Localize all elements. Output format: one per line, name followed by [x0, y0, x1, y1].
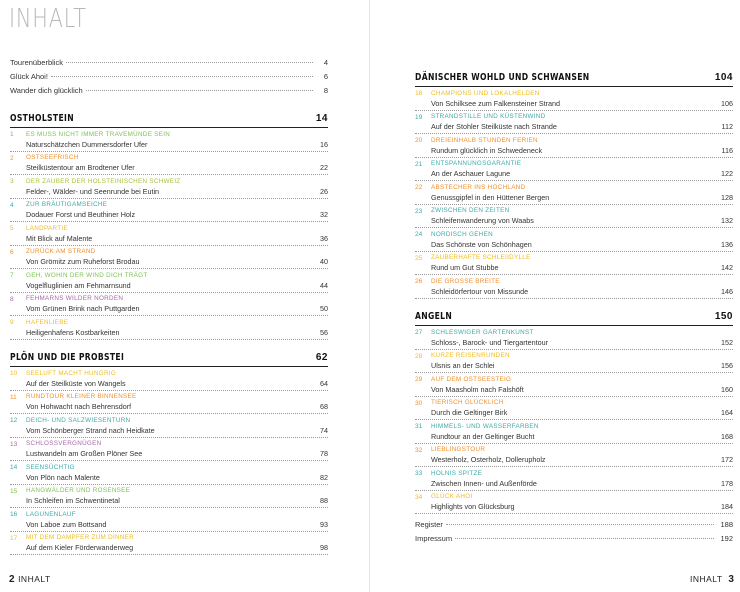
leader-dots	[51, 76, 313, 77]
tour-headline: ZWISCHEN DEN ZEITEN	[431, 207, 510, 214]
tour-subtitle: In Schleifen im Schwentinetal	[26, 496, 120, 505]
tour-page: 74	[320, 425, 328, 435]
tour-page: 64	[320, 378, 328, 388]
tour-page: 116	[721, 145, 733, 155]
tour-headline: ZURÜCK AM STRAND	[26, 248, 96, 255]
toc-entry[interactable]	[10, 152, 328, 176]
tour-page: 98	[320, 543, 328, 552]
tour-headline: CHAMPIONS UND LOKALHELDEN	[431, 89, 540, 97]
section-title: OSTHOLSTEIN	[10, 113, 74, 124]
tour-page: 68	[320, 402, 328, 411]
tour-page: 82	[320, 472, 328, 482]
tour-page: 128	[721, 192, 733, 202]
tour-headline: GEH, WOHIN DER WIND DICH TRÄGT	[26, 271, 148, 279]
tour-number: 21	[415, 160, 423, 168]
tour-number: 3	[10, 178, 14, 185]
front-row[interactable]	[10, 58, 328, 72]
tour-headline: MIT DEM DAMPFER ZUM DINNER	[26, 534, 135, 541]
tour-number: 32	[415, 446, 423, 454]
tour-headline: DEICH- UND SALZWIESENTURN	[26, 416, 131, 424]
tour-number: 4	[10, 201, 14, 209]
tour-headline: ES MUSS NICHT IMMER TRAVEMÜNDE SEIN	[26, 130, 171, 138]
tour-number: 20	[415, 137, 423, 144]
tour-page: 106	[721, 98, 733, 108]
back-label: Register	[415, 520, 443, 529]
toc-entry[interactable]	[10, 438, 328, 462]
front-label: Wander dich glücklich	[10, 86, 83, 95]
footer-label: INHALT	[690, 574, 723, 584]
front-page: 6	[323, 72, 328, 81]
tour-number: 22	[415, 184, 423, 191]
tour-subtitle: Rundum glücklich in Schwedeneck	[431, 145, 543, 155]
toc-entry[interactable]	[10, 222, 328, 246]
section-ploen	[10, 345, 328, 555]
toc-entry[interactable]	[10, 199, 328, 223]
tour-subtitle: Zwischen Innen- und Außenförde	[431, 478, 537, 488]
section-ostholstein	[10, 106, 328, 340]
tour-page: 40	[320, 257, 328, 266]
tour-page: 142	[721, 263, 733, 272]
tour-subtitle: Vogelfluglinien am Fehmarnsund	[26, 280, 131, 290]
tour-page: 88	[320, 496, 328, 505]
section-title: ANGELN	[415, 311, 453, 322]
tour-page: 122	[721, 169, 733, 178]
tour-subtitle: Naturschätzchen Dummersdorfer Ufer	[26, 139, 148, 149]
footer-left	[9, 574, 51, 585]
tour-subtitle: Vom Schönberger Strand nach Heidkate	[26, 425, 155, 435]
footer-label: INHALT	[18, 574, 51, 584]
tour-subtitle: Highlights von Glücksburg	[431, 502, 515, 511]
tour-subtitle: Von Schilksee zum Falkensteiner Strand	[431, 98, 561, 108]
tour-headline: SEENSÜCHTIG	[26, 463, 75, 471]
tour-number: 24	[415, 231, 423, 238]
tour-headline: GLÜCK AHOI	[431, 493, 473, 500]
front-label: Tourenüberblick	[10, 58, 63, 67]
tour-number: 33	[415, 470, 423, 477]
tour-headline: LANDPARTIE	[26, 224, 68, 232]
tour-headline: DER ZAUBER DER HOLSTEINISCHEN SCHWEIZ	[26, 177, 181, 185]
tour-subtitle: Mit Blick auf Malente	[26, 233, 93, 243]
tour-number: 13	[10, 440, 18, 448]
tour-subtitle: Von Plön nach Malente	[26, 472, 100, 482]
front-row[interactable]	[10, 86, 328, 100]
toc-entry[interactable]	[10, 128, 328, 152]
tour-page: 136	[721, 239, 733, 249]
tour-number: 16	[10, 511, 18, 518]
tour-headline: RUNDTOUR KLEINER BINNENSEE	[26, 393, 137, 400]
tour-page: 156	[721, 361, 733, 370]
toc-entry[interactable]	[10, 367, 328, 391]
section-page: 104	[714, 72, 733, 83]
section-header[interactable]	[415, 65, 733, 87]
back-row[interactable]	[415, 534, 733, 548]
tour-number: 10	[10, 370, 18, 377]
tour-subtitle: Vom Grünen Brink nach Puttgarden	[26, 304, 140, 313]
tour-subtitle: Felder-, Wälder- und Seenrunde bei Eutin	[26, 186, 160, 196]
tour-page: 22	[320, 163, 328, 172]
tour-subtitle: Von Grömitz zum Ruheforst Brodau	[26, 257, 140, 266]
front-label: Glück Ahoi!	[10, 72, 48, 81]
tour-number: 2	[10, 154, 14, 162]
tour-number: 23	[415, 207, 423, 215]
toc-entry[interactable]	[10, 175, 328, 199]
tour-subtitle: Durch die Geltinger Birk	[431, 408, 508, 417]
tour-subtitle: Schloss-, Barock- und Tiergartentour	[431, 337, 549, 347]
toc-entry[interactable]	[10, 293, 328, 317]
tour-number: 14	[10, 464, 18, 471]
front-page: 8	[323, 86, 328, 95]
tour-number: 17	[10, 534, 18, 542]
tour-page: 78	[320, 449, 328, 458]
tour-number: 28	[415, 352, 423, 360]
toc-entry[interactable]	[10, 532, 328, 556]
tour-page: 168	[721, 431, 733, 441]
tour-page: 93	[320, 519, 328, 529]
toc-entry[interactable]	[415, 275, 733, 299]
tour-number: 6	[10, 248, 14, 256]
footer-page-number: 3	[728, 574, 735, 585]
tour-page: 16	[320, 139, 328, 149]
tour-page: 164	[721, 408, 733, 417]
tour-subtitle: Ulsnis an der Schlei	[431, 361, 495, 370]
tour-headline: SCHLESWIGER GARTENKUNST	[431, 328, 534, 336]
tour-number: 1	[10, 131, 14, 138]
tour-number: 11	[10, 393, 17, 401]
section-header[interactable]	[10, 345, 328, 367]
tour-number: 15	[10, 487, 18, 495]
tour-page: 50	[320, 304, 328, 313]
tour-number: 26	[415, 278, 423, 285]
tour-headline: LIEBLINGSTOUR	[431, 446, 486, 453]
tour-headline: HIMMELS- UND WASSERFARBEN	[431, 422, 539, 430]
tour-subtitle: Auf der Steilküste von Wangels	[26, 378, 126, 388]
tour-page: 184	[721, 502, 733, 511]
section-page: 150	[714, 311, 733, 322]
toc-entry[interactable]	[415, 467, 733, 491]
tour-page: 152	[721, 337, 733, 347]
toc-entry[interactable]	[10, 269, 328, 293]
tour-subtitle: Schleidörfertour von Missunde	[431, 286, 529, 296]
tour-headline: OSTSEEFRISCH	[26, 154, 79, 161]
tour-number: 9	[10, 319, 14, 326]
tour-headline: KURZE REISENRUNDEN	[431, 352, 510, 359]
tour-page: 26	[320, 186, 328, 196]
tour-headline: LAGUNENLAUF	[26, 510, 76, 518]
tour-number: 18	[415, 90, 423, 97]
tour-page: 146	[721, 286, 733, 296]
toc-entry[interactable]	[415, 181, 733, 205]
toc-entry[interactable]	[415, 444, 733, 468]
tour-headline: SCHLOSSVERGNÜGEN	[26, 440, 102, 447]
leader-dots	[66, 62, 313, 63]
toc-entry[interactable]	[10, 246, 328, 270]
back-matter	[415, 520, 733, 548]
tour-number: 12	[10, 417, 18, 424]
toc-entry[interactable]	[415, 420, 733, 444]
tour-headline: STRANDSTILLE UND KÜSTENWIND	[431, 113, 546, 120]
leader-dots	[446, 524, 714, 525]
tour-subtitle: Schleifenwanderung von Waabs	[431, 216, 534, 225]
toc-entry[interactable]	[10, 414, 328, 438]
toc-entry[interactable]	[415, 228, 733, 252]
back-label: Impressum	[415, 534, 453, 543]
tour-subtitle: Westerholz, Osterholz, Dollerupholz	[431, 455, 546, 464]
tour-headline: ABSTECHER INS HOCHLAND	[431, 183, 526, 191]
toc-entry[interactable]	[415, 87, 733, 111]
toc-entry[interactable]	[415, 350, 733, 374]
tour-subtitle: Heiligenhafens Kostbarkeiten	[26, 327, 120, 337]
tour-number: 30	[415, 399, 423, 407]
section-title: DÄNISCHER WOHLD UND SCHWANSEN	[415, 72, 590, 83]
toc-entry[interactable]	[415, 491, 733, 515]
toc-entry[interactable]	[415, 205, 733, 229]
tour-subtitle: Genussgipfel in den Hüttener Bergen	[431, 192, 550, 202]
tour-subtitle: Das Schönste von Schönhagen	[431, 239, 532, 249]
tour-number: 34	[415, 493, 423, 501]
leader-dots	[455, 538, 714, 539]
back-page: 188	[720, 520, 733, 529]
section-page: 14	[315, 113, 328, 124]
tour-page: 44	[320, 280, 328, 290]
section-page: 62	[315, 352, 328, 363]
section-angeln	[415, 304, 733, 514]
toc-entry[interactable]	[415, 326, 733, 350]
tour-headline: DREIEINHALB STUNDEN FERIEN	[431, 136, 538, 144]
tour-number: 5	[10, 225, 14, 232]
tour-page: 160	[721, 384, 733, 394]
tour-headline: HOLNIS SPITZE	[431, 469, 483, 477]
tour-subtitle: Von Hohwacht nach Behrensdorf	[26, 402, 132, 411]
tour-subtitle: Auf dem Kieler Förderwanderweg	[26, 543, 134, 552]
toc-entry[interactable]	[415, 373, 733, 397]
tour-headline: AUF DEM OSTSEESTEIG	[431, 375, 512, 383]
tour-headline: FEHMARNS WILDER NORDEN	[26, 295, 124, 302]
tour-number: 25	[415, 254, 423, 262]
tour-page: 32	[320, 210, 328, 219]
tour-subtitle: Steilküstentour am Brodtener Ufer	[26, 163, 135, 172]
tour-page: 112	[721, 122, 733, 131]
tour-number: 31	[415, 423, 423, 430]
back-page: 192	[720, 534, 733, 543]
front-row[interactable]	[10, 72, 328, 86]
toc-entry[interactable]	[10, 461, 328, 485]
toc-entry[interactable]	[415, 252, 733, 276]
tour-headline: ENTSPANNUNGSGARANTIE	[431, 160, 522, 167]
leader-dots	[86, 90, 313, 91]
toc-entry[interactable]	[10, 391, 328, 415]
toc-entry[interactable]	[415, 134, 733, 158]
tour-headline: DIE GROSSE BREITE	[431, 277, 500, 285]
toc-entry[interactable]	[10, 316, 328, 340]
section-header[interactable]	[10, 106, 328, 128]
tour-number: 27	[415, 329, 423, 336]
tour-page: 132	[721, 216, 733, 225]
tour-page: 36	[320, 233, 328, 243]
toc-entry[interactable]	[415, 158, 733, 182]
toc-entry[interactable]	[10, 508, 328, 532]
tour-headline: TIERISCH GLÜCKLICH	[431, 399, 504, 406]
front-page: 4	[323, 58, 328, 67]
tour-page: 56	[320, 327, 328, 337]
tour-subtitle: Von Laboe zum Bottsand	[26, 519, 107, 529]
tour-subtitle: Rund um Gut Stubbe	[431, 263, 499, 272]
tour-number: 19	[415, 113, 423, 121]
section-daenischer-wohld	[415, 65, 733, 299]
tour-headline: HANGWÄLDER UND ROSENSEE	[26, 487, 131, 494]
page-title: INHALT	[9, 4, 87, 34]
tour-number: 7	[10, 272, 14, 279]
tour-page: 178	[721, 478, 733, 488]
footer-page-number: 2	[9, 574, 16, 585]
tour-subtitle: Dodauer Forst und Beuthiner Holz	[26, 210, 136, 219]
tour-headline: ZUR BRÄUTIGAMSEICHE	[26, 201, 108, 208]
back-row[interactable]	[415, 520, 733, 534]
tour-headline: NORDISCH GEHEN	[431, 230, 493, 238]
section-header[interactable]	[415, 304, 733, 326]
tour-subtitle: Lustwandeln am Großen Plöner See	[26, 449, 143, 458]
toc-entry[interactable]	[415, 111, 733, 135]
tour-subtitle: Von Maasholm nach Falshöft	[431, 384, 524, 394]
tour-number: 29	[415, 376, 423, 383]
tour-number: 8	[10, 295, 14, 303]
tour-headline: ZAUBERHAFTE SCHLEIIDYLLE	[431, 254, 531, 261]
tour-subtitle: Auf der Stohler Steilküste nach Strande	[431, 122, 557, 131]
toc-entry[interactable]	[415, 397, 733, 421]
footer-right	[690, 574, 734, 585]
toc-entry[interactable]	[10, 485, 328, 509]
section-title: PLÖN UND DIE PROBSTEI	[10, 352, 125, 363]
tour-headline: SEELUFT MACHT HUNGRIG	[26, 369, 117, 377]
tour-headline: HAFENLIEBE	[26, 318, 69, 326]
front-matter	[10, 58, 328, 100]
tour-subtitle: An der Aschauer Lagune	[431, 169, 511, 178]
tour-page: 172	[721, 455, 733, 464]
tour-subtitle: Rundtour an der Geltinger Bucht	[431, 431, 535, 441]
